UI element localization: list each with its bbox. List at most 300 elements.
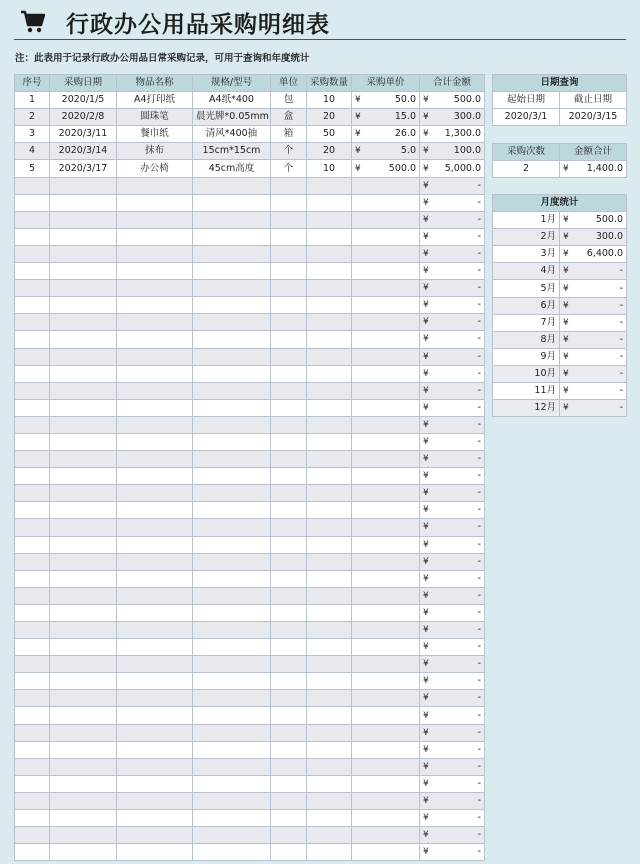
empty-cell[interactable] xyxy=(352,827,420,844)
purchase-date[interactable]: 2020/3/17 xyxy=(50,160,117,177)
row-number[interactable]: 4 xyxy=(15,143,50,160)
unit-price[interactable] xyxy=(352,160,420,177)
empty-cell[interactable] xyxy=(271,587,307,604)
item-name[interactable]: 抹布 xyxy=(117,143,193,160)
empty-cell[interactable] xyxy=(193,519,271,536)
empty-cell[interactable] xyxy=(50,707,117,724)
empty-cell[interactable] xyxy=(307,741,352,758)
empty-cell[interactable] xyxy=(352,399,420,416)
empty-cell[interactable] xyxy=(271,827,307,844)
empty-cell[interactable] xyxy=(352,622,420,639)
empty-cell[interactable] xyxy=(271,792,307,809)
empty-cell[interactable] xyxy=(117,365,193,382)
total-amount[interactable] xyxy=(420,143,485,160)
empty-cell[interactable] xyxy=(117,639,193,656)
empty-cell[interactable] xyxy=(193,587,271,604)
empty-cell[interactable] xyxy=(307,656,352,673)
empty-cell[interactable] xyxy=(117,263,193,280)
empty-cell[interactable] xyxy=(352,416,420,433)
empty-cell[interactable] xyxy=(50,228,117,245)
empty-cell[interactable] xyxy=(50,604,117,621)
empty-cell[interactable] xyxy=(352,707,420,724)
purchase-qty[interactable]: 10 xyxy=(307,160,352,177)
empty-cell[interactable] xyxy=(307,502,352,519)
empty-cell[interactable] xyxy=(117,810,193,827)
empty-cell[interactable] xyxy=(271,245,307,262)
empty-cell[interactable] xyxy=(271,280,307,297)
empty-cell[interactable] xyxy=(15,844,50,861)
item-spec[interactable]: 清风*400抽 xyxy=(193,126,271,143)
empty-cell[interactable] xyxy=(307,622,352,639)
empty-cell[interactable] xyxy=(193,775,271,792)
empty-cell[interactable] xyxy=(117,416,193,433)
total-amount[interactable] xyxy=(420,553,485,570)
empty-cell[interactable] xyxy=(117,502,193,519)
empty-cell[interactable] xyxy=(193,570,271,587)
empty-cell[interactable] xyxy=(117,827,193,844)
total-amount[interactable] xyxy=(420,792,485,809)
empty-cell[interactable] xyxy=(307,792,352,809)
empty-cell[interactable] xyxy=(352,433,420,450)
empty-cell[interactable] xyxy=(50,177,117,194)
empty-cell[interactable] xyxy=(193,485,271,502)
empty-cell[interactable] xyxy=(271,451,307,468)
empty-cell[interactable] xyxy=(50,570,117,587)
empty-cell[interactable] xyxy=(307,280,352,297)
empty-cell[interactable] xyxy=(50,724,117,741)
empty-cell[interactable] xyxy=(117,656,193,673)
empty-cell[interactable] xyxy=(117,382,193,399)
total-amount[interactable] xyxy=(420,160,485,177)
empty-cell[interactable] xyxy=(271,348,307,365)
empty-cell[interactable] xyxy=(307,604,352,621)
row-number[interactable]: 1 xyxy=(15,92,50,109)
empty-cell[interactable] xyxy=(15,519,50,536)
empty-cell[interactable] xyxy=(271,228,307,245)
empty-cell[interactable] xyxy=(193,622,271,639)
empty-cell[interactable] xyxy=(15,827,50,844)
total-amount[interactable] xyxy=(420,263,485,280)
empty-cell[interactable] xyxy=(15,263,50,280)
purchase-date[interactable]: 2020/3/14 xyxy=(50,143,117,160)
empty-cell[interactable] xyxy=(15,365,50,382)
empty-cell[interactable] xyxy=(15,348,50,365)
empty-cell[interactable] xyxy=(193,724,271,741)
empty-cell[interactable] xyxy=(271,468,307,485)
empty-cell[interactable] xyxy=(307,707,352,724)
start-date-input[interactable]: 2020/3/1 xyxy=(493,109,560,126)
empty-cell[interactable] xyxy=(352,741,420,758)
empty-cell[interactable] xyxy=(50,741,117,758)
empty-cell[interactable] xyxy=(15,792,50,809)
item-name[interactable]: A4打印纸 xyxy=(117,92,193,109)
unit-price[interactable] xyxy=(352,126,420,143)
empty-cell[interactable] xyxy=(15,314,50,331)
empty-cell[interactable] xyxy=(352,245,420,262)
empty-cell[interactable] xyxy=(271,314,307,331)
purchase-date[interactable]: 2020/2/8 xyxy=(50,109,117,126)
empty-cell[interactable] xyxy=(117,468,193,485)
total-amount[interactable] xyxy=(420,365,485,382)
total-amount[interactable] xyxy=(420,92,485,109)
total-amount[interactable] xyxy=(420,211,485,228)
empty-cell[interactable] xyxy=(307,485,352,502)
empty-cell[interactable] xyxy=(50,468,117,485)
total-amount[interactable] xyxy=(420,314,485,331)
total-amount[interactable] xyxy=(420,827,485,844)
item-spec[interactable]: A4纸*400 xyxy=(193,92,271,109)
empty-cell[interactable] xyxy=(117,775,193,792)
empty-cell[interactable] xyxy=(50,502,117,519)
empty-cell[interactable] xyxy=(50,536,117,553)
empty-cell[interactable] xyxy=(307,451,352,468)
empty-cell[interactable] xyxy=(15,485,50,502)
empty-cell[interactable] xyxy=(193,639,271,656)
empty-cell[interactable] xyxy=(352,690,420,707)
total-amount[interactable] xyxy=(420,639,485,656)
empty-cell[interactable] xyxy=(352,177,420,194)
empty-cell[interactable] xyxy=(193,690,271,707)
empty-cell[interactable] xyxy=(352,211,420,228)
item-spec[interactable]: 45cm高度 xyxy=(193,160,271,177)
empty-cell[interactable] xyxy=(307,314,352,331)
empty-cell[interactable] xyxy=(117,297,193,314)
empty-cell[interactable] xyxy=(50,485,117,502)
total-amount[interactable] xyxy=(420,194,485,211)
empty-cell[interactable] xyxy=(271,844,307,861)
total-amount[interactable] xyxy=(420,587,485,604)
empty-cell[interactable] xyxy=(193,810,271,827)
empty-cell[interactable] xyxy=(117,451,193,468)
unit-price[interactable] xyxy=(352,143,420,160)
empty-cell[interactable] xyxy=(50,348,117,365)
empty-cell[interactable] xyxy=(193,314,271,331)
total-amount[interactable] xyxy=(420,775,485,792)
empty-cell[interactable] xyxy=(307,228,352,245)
empty-cell[interactable] xyxy=(352,365,420,382)
empty-cell[interactable] xyxy=(271,502,307,519)
row-number[interactable]: 3 xyxy=(15,126,50,143)
total-amount[interactable] xyxy=(420,382,485,399)
empty-cell[interactable] xyxy=(50,810,117,827)
empty-cell[interactable] xyxy=(193,741,271,758)
total-amount[interactable] xyxy=(420,707,485,724)
empty-cell[interactable] xyxy=(117,485,193,502)
empty-cell[interactable] xyxy=(307,331,352,348)
empty-cell[interactable] xyxy=(117,673,193,690)
empty-cell[interactable] xyxy=(15,382,50,399)
empty-cell[interactable] xyxy=(117,553,193,570)
empty-cell[interactable] xyxy=(193,707,271,724)
empty-cell[interactable] xyxy=(271,263,307,280)
total-amount[interactable] xyxy=(420,433,485,450)
empty-cell[interactable] xyxy=(307,775,352,792)
empty-cell[interactable] xyxy=(271,536,307,553)
empty-cell[interactable] xyxy=(307,553,352,570)
row-number[interactable]: 5 xyxy=(15,160,50,177)
empty-cell[interactable] xyxy=(117,211,193,228)
empty-cell[interactable] xyxy=(352,280,420,297)
empty-cell[interactable] xyxy=(193,792,271,809)
empty-cell[interactable] xyxy=(352,587,420,604)
empty-cell[interactable] xyxy=(193,280,271,297)
empty-cell[interactable] xyxy=(307,673,352,690)
empty-cell[interactable] xyxy=(117,433,193,450)
empty-cell[interactable] xyxy=(271,656,307,673)
empty-cell[interactable] xyxy=(193,656,271,673)
empty-cell[interactable] xyxy=(117,314,193,331)
empty-cell[interactable] xyxy=(352,382,420,399)
empty-cell[interactable] xyxy=(50,639,117,656)
empty-cell[interactable] xyxy=(15,639,50,656)
empty-cell[interactable] xyxy=(193,502,271,519)
empty-cell[interactable] xyxy=(271,707,307,724)
empty-cell[interactable] xyxy=(15,622,50,639)
empty-cell[interactable] xyxy=(117,622,193,639)
empty-cell[interactable] xyxy=(117,604,193,621)
empty-cell[interactable] xyxy=(271,365,307,382)
empty-cell[interactable] xyxy=(193,536,271,553)
empty-cell[interactable] xyxy=(117,570,193,587)
empty-cell[interactable] xyxy=(271,331,307,348)
item-unit[interactable]: 包 xyxy=(271,92,307,109)
empty-cell[interactable] xyxy=(193,365,271,382)
total-amount[interactable] xyxy=(420,622,485,639)
empty-cell[interactable] xyxy=(352,468,420,485)
empty-cell[interactable] xyxy=(271,297,307,314)
purchase-date[interactable]: 2020/3/11 xyxy=(50,126,117,143)
empty-cell[interactable] xyxy=(307,297,352,314)
item-unit[interactable]: 箱 xyxy=(271,126,307,143)
empty-cell[interactable] xyxy=(352,331,420,348)
empty-cell[interactable] xyxy=(352,502,420,519)
empty-cell[interactable] xyxy=(352,656,420,673)
item-name[interactable]: 圆珠笔 xyxy=(117,109,193,126)
item-spec[interactable]: 晨光牌*0.05mm xyxy=(193,109,271,126)
empty-cell[interactable] xyxy=(307,194,352,211)
empty-cell[interactable] xyxy=(193,604,271,621)
empty-cell[interactable] xyxy=(50,553,117,570)
empty-cell[interactable] xyxy=(15,451,50,468)
purchase-qty[interactable]: 10 xyxy=(307,92,352,109)
empty-cell[interactable] xyxy=(307,399,352,416)
total-amount[interactable] xyxy=(420,331,485,348)
empty-cell[interactable] xyxy=(193,416,271,433)
empty-cell[interactable] xyxy=(15,194,50,211)
empty-cell[interactable] xyxy=(15,810,50,827)
empty-cell[interactable] xyxy=(15,416,50,433)
empty-cell[interactable] xyxy=(50,758,117,775)
purchase-qty[interactable]: 20 xyxy=(307,109,352,126)
empty-cell[interactable] xyxy=(352,314,420,331)
empty-cell[interactable] xyxy=(352,673,420,690)
empty-cell[interactable] xyxy=(193,263,271,280)
empty-cell[interactable] xyxy=(15,177,50,194)
empty-cell[interactable] xyxy=(271,810,307,827)
empty-cell[interactable] xyxy=(117,519,193,536)
empty-cell[interactable] xyxy=(307,433,352,450)
item-name[interactable]: 办公椅 xyxy=(117,160,193,177)
empty-cell[interactable] xyxy=(15,604,50,621)
empty-cell[interactable] xyxy=(50,263,117,280)
empty-cell[interactable] xyxy=(50,587,117,604)
empty-cell[interactable] xyxy=(117,707,193,724)
empty-cell[interactable] xyxy=(271,570,307,587)
unit-price[interactable] xyxy=(352,92,420,109)
empty-cell[interactable] xyxy=(271,690,307,707)
empty-cell[interactable] xyxy=(307,844,352,861)
empty-cell[interactable] xyxy=(352,297,420,314)
empty-cell[interactable] xyxy=(307,519,352,536)
total-amount[interactable] xyxy=(420,399,485,416)
empty-cell[interactable] xyxy=(15,502,50,519)
empty-cell[interactable] xyxy=(50,656,117,673)
empty-cell[interactable] xyxy=(307,211,352,228)
empty-cell[interactable] xyxy=(352,228,420,245)
empty-cell[interactable] xyxy=(50,792,117,809)
empty-cell[interactable] xyxy=(15,775,50,792)
empty-cell[interactable] xyxy=(352,194,420,211)
item-name[interactable]: 餐巾纸 xyxy=(117,126,193,143)
empty-cell[interactable] xyxy=(117,331,193,348)
empty-cell[interactable] xyxy=(50,451,117,468)
empty-cell[interactable] xyxy=(193,382,271,399)
item-unit[interactable]: 个 xyxy=(271,160,307,177)
empty-cell[interactable] xyxy=(352,519,420,536)
empty-cell[interactable] xyxy=(50,690,117,707)
total-amount[interactable] xyxy=(420,502,485,519)
empty-cell[interactable] xyxy=(271,399,307,416)
empty-cell[interactable] xyxy=(117,690,193,707)
empty-cell[interactable] xyxy=(352,570,420,587)
empty-cell[interactable] xyxy=(271,177,307,194)
empty-cell[interactable] xyxy=(15,433,50,450)
total-amount[interactable] xyxy=(420,280,485,297)
empty-cell[interactable] xyxy=(15,741,50,758)
empty-cell[interactable] xyxy=(271,416,307,433)
empty-cell[interactable] xyxy=(117,177,193,194)
empty-cell[interactable] xyxy=(271,604,307,621)
empty-cell[interactable] xyxy=(193,228,271,245)
empty-cell[interactable] xyxy=(15,570,50,587)
empty-cell[interactable] xyxy=(193,211,271,228)
empty-cell[interactable] xyxy=(15,399,50,416)
empty-cell[interactable] xyxy=(15,758,50,775)
empty-cell[interactable] xyxy=(193,673,271,690)
empty-cell[interactable] xyxy=(193,177,271,194)
empty-cell[interactable] xyxy=(117,194,193,211)
empty-cell[interactable] xyxy=(307,382,352,399)
empty-cell[interactable] xyxy=(15,245,50,262)
empty-cell[interactable] xyxy=(117,399,193,416)
empty-cell[interactable] xyxy=(352,844,420,861)
item-spec[interactable]: 15cm*15cm xyxy=(193,143,271,160)
total-amount[interactable] xyxy=(420,724,485,741)
total-amount[interactable] xyxy=(420,348,485,365)
empty-cell[interactable] xyxy=(271,758,307,775)
empty-cell[interactable] xyxy=(307,365,352,382)
empty-cell[interactable] xyxy=(352,724,420,741)
empty-cell[interactable] xyxy=(352,348,420,365)
empty-cell[interactable] xyxy=(50,416,117,433)
total-amount[interactable] xyxy=(420,536,485,553)
empty-cell[interactable] xyxy=(50,433,117,450)
empty-cell[interactable] xyxy=(307,690,352,707)
total-amount[interactable] xyxy=(420,758,485,775)
total-amount[interactable] xyxy=(420,690,485,707)
empty-cell[interactable] xyxy=(307,348,352,365)
empty-cell[interactable] xyxy=(117,280,193,297)
empty-cell[interactable] xyxy=(50,314,117,331)
total-amount[interactable] xyxy=(420,297,485,314)
empty-cell[interactable] xyxy=(50,382,117,399)
empty-cell[interactable] xyxy=(193,827,271,844)
end-date-input[interactable]: 2020/3/15 xyxy=(560,109,627,126)
empty-cell[interactable] xyxy=(117,348,193,365)
empty-cell[interactable] xyxy=(271,639,307,656)
empty-cell[interactable] xyxy=(307,536,352,553)
total-amount[interactable] xyxy=(420,810,485,827)
empty-cell[interactable] xyxy=(117,758,193,775)
empty-cell[interactable] xyxy=(15,280,50,297)
total-amount[interactable] xyxy=(420,451,485,468)
empty-cell[interactable] xyxy=(352,792,420,809)
total-amount[interactable] xyxy=(420,468,485,485)
total-amount[interactable] xyxy=(420,177,485,194)
empty-cell[interactable] xyxy=(193,468,271,485)
empty-cell[interactable] xyxy=(307,416,352,433)
empty-cell[interactable] xyxy=(307,587,352,604)
empty-cell[interactable] xyxy=(117,792,193,809)
empty-cell[interactable] xyxy=(50,297,117,314)
empty-cell[interactable] xyxy=(117,228,193,245)
empty-cell[interactable] xyxy=(307,758,352,775)
empty-cell[interactable] xyxy=(50,622,117,639)
empty-cell[interactable] xyxy=(50,280,117,297)
total-amount[interactable] xyxy=(420,519,485,536)
empty-cell[interactable] xyxy=(15,536,50,553)
empty-cell[interactable] xyxy=(15,673,50,690)
empty-cell[interactable] xyxy=(15,690,50,707)
total-amount[interactable] xyxy=(420,741,485,758)
empty-cell[interactable] xyxy=(117,741,193,758)
empty-cell[interactable] xyxy=(352,810,420,827)
empty-cell[interactable] xyxy=(50,211,117,228)
empty-cell[interactable] xyxy=(307,570,352,587)
item-unit[interactable]: 个 xyxy=(271,143,307,160)
empty-cell[interactable] xyxy=(352,758,420,775)
empty-cell[interactable] xyxy=(50,519,117,536)
total-amount[interactable] xyxy=(420,844,485,861)
empty-cell[interactable] xyxy=(352,604,420,621)
empty-cell[interactable] xyxy=(352,536,420,553)
empty-cell[interactable] xyxy=(15,468,50,485)
empty-cell[interactable] xyxy=(307,827,352,844)
empty-cell[interactable] xyxy=(50,399,117,416)
total-amount[interactable] xyxy=(420,228,485,245)
empty-cell[interactable] xyxy=(307,724,352,741)
total-amount[interactable] xyxy=(420,245,485,262)
empty-cell[interactable] xyxy=(193,297,271,314)
empty-cell[interactable] xyxy=(50,673,117,690)
empty-cell[interactable] xyxy=(271,433,307,450)
empty-cell[interactable] xyxy=(352,485,420,502)
empty-cell[interactable] xyxy=(50,365,117,382)
empty-cell[interactable] xyxy=(307,245,352,262)
empty-cell[interactable] xyxy=(50,245,117,262)
empty-cell[interactable] xyxy=(271,519,307,536)
empty-cell[interactable] xyxy=(193,758,271,775)
